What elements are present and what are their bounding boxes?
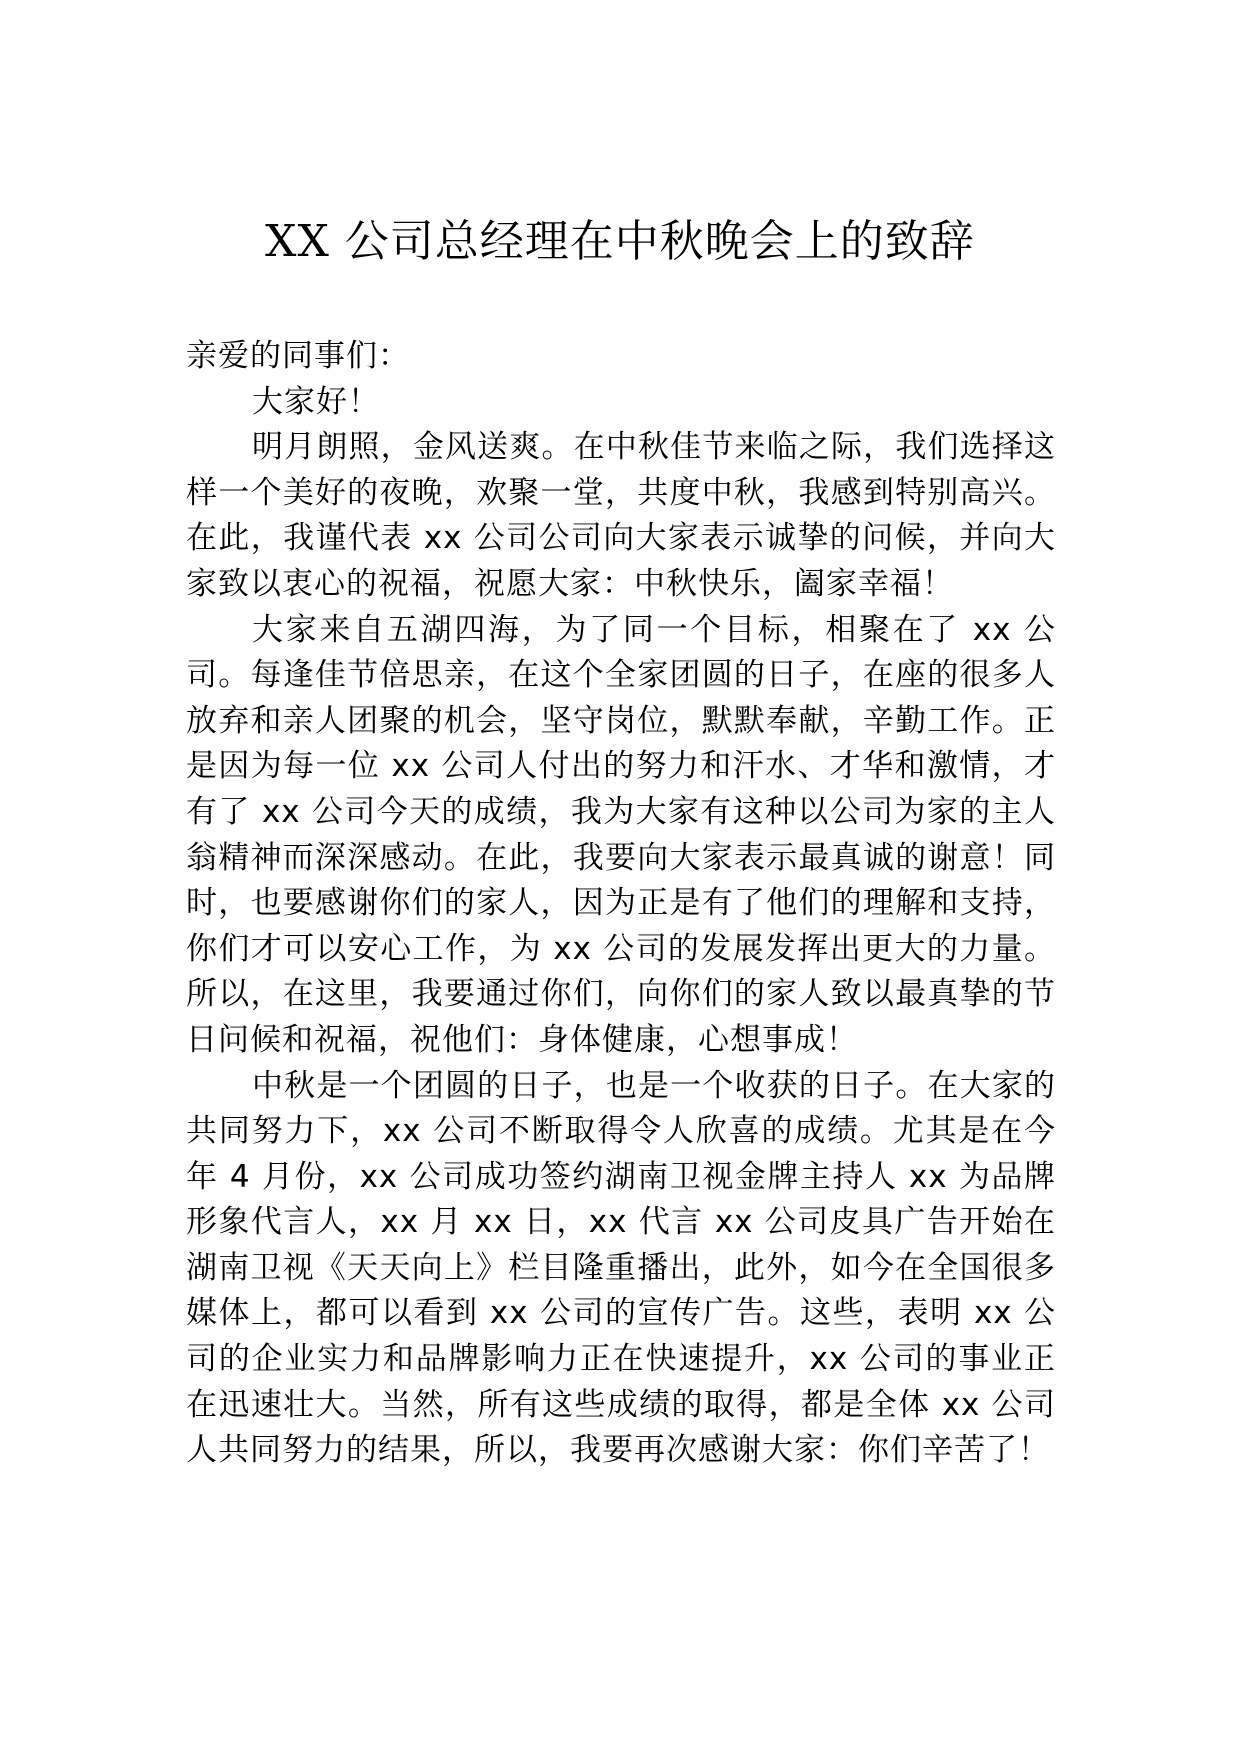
paragraph-greeting: 大家好！ xyxy=(252,383,380,420)
salutation: 亲爱的同事们： xyxy=(186,338,410,374)
document-title: XX 公司总经理在中秋晚会上的致辞 xyxy=(265,216,975,267)
paragraph-achievements: 中秋是一个团圆的日子，也是一个收获的日子。在大家的共同努力下，xx 公司不断取得令人欣喜的成绩。尤其是在今年 4 月份，xx 公司成功签约湖南卫视金牌主持人 xx 为品牌形象代言人，xx 月 xx 日，xx 代言 xx 公司皮具广告开始在湖南卫视《天天向上》栏目隆重播出，此外，如今在全国很多媒体上，都可以看到 xx 公司的宣传广告。这些，表明 xx 公司的企业实力和品牌影响力正在快速提升，xx 公司的事业正在迅速壮大。当然，所有这些成绩的取得，都是全体 xx 公司人共同努力的结果，所以，我要再次感谢大家：你们辛苦了！ xyxy=(186,1067,1056,1469)
document-body xyxy=(186,334,1056,1474)
paragraph-festival-wishes: 明月朗照，金风送爽。在中秋佳节来临之际，我们选择这样一个美好的夜晚，欢聚一堂，共度中秋，我感到特别高兴。在此，我谨代表 xx 公司公司向大家表示诚挚的问候，并向大家致以衷心的祝福，祝愿大家：中秋快乐，阖家幸福！ xyxy=(186,429,1056,602)
paragraph-thanks-staff: 大家来自五湖四海，为了同一个目标，相聚在了 xx 公司。每逢佳节倍思亲，在这个全家团圆的日子，在座的很多人放弃和亲人团聚的机会，坚守岗位，默默奉献，辛勤工作。正是因为每一位 xx 公司人付出的努力和汗水、才华和激情，才有了 xx 公司今天的成绩，我为大家有这种以公司为家的主人翁精神而深深感动。在此，我要向大家表示最真诚的谢意！同时，也要感谢你们的家人，因为正是有了他们的理解和支持，你们才可以安心工作，为 xx 公司的发展发挥出更大的力量。所以，在这里，我要通过你们，向你们的家人致以最真挚的节日问候和祝福，祝他们：身体健康，心想事成！ xyxy=(186,611,1056,1058)
